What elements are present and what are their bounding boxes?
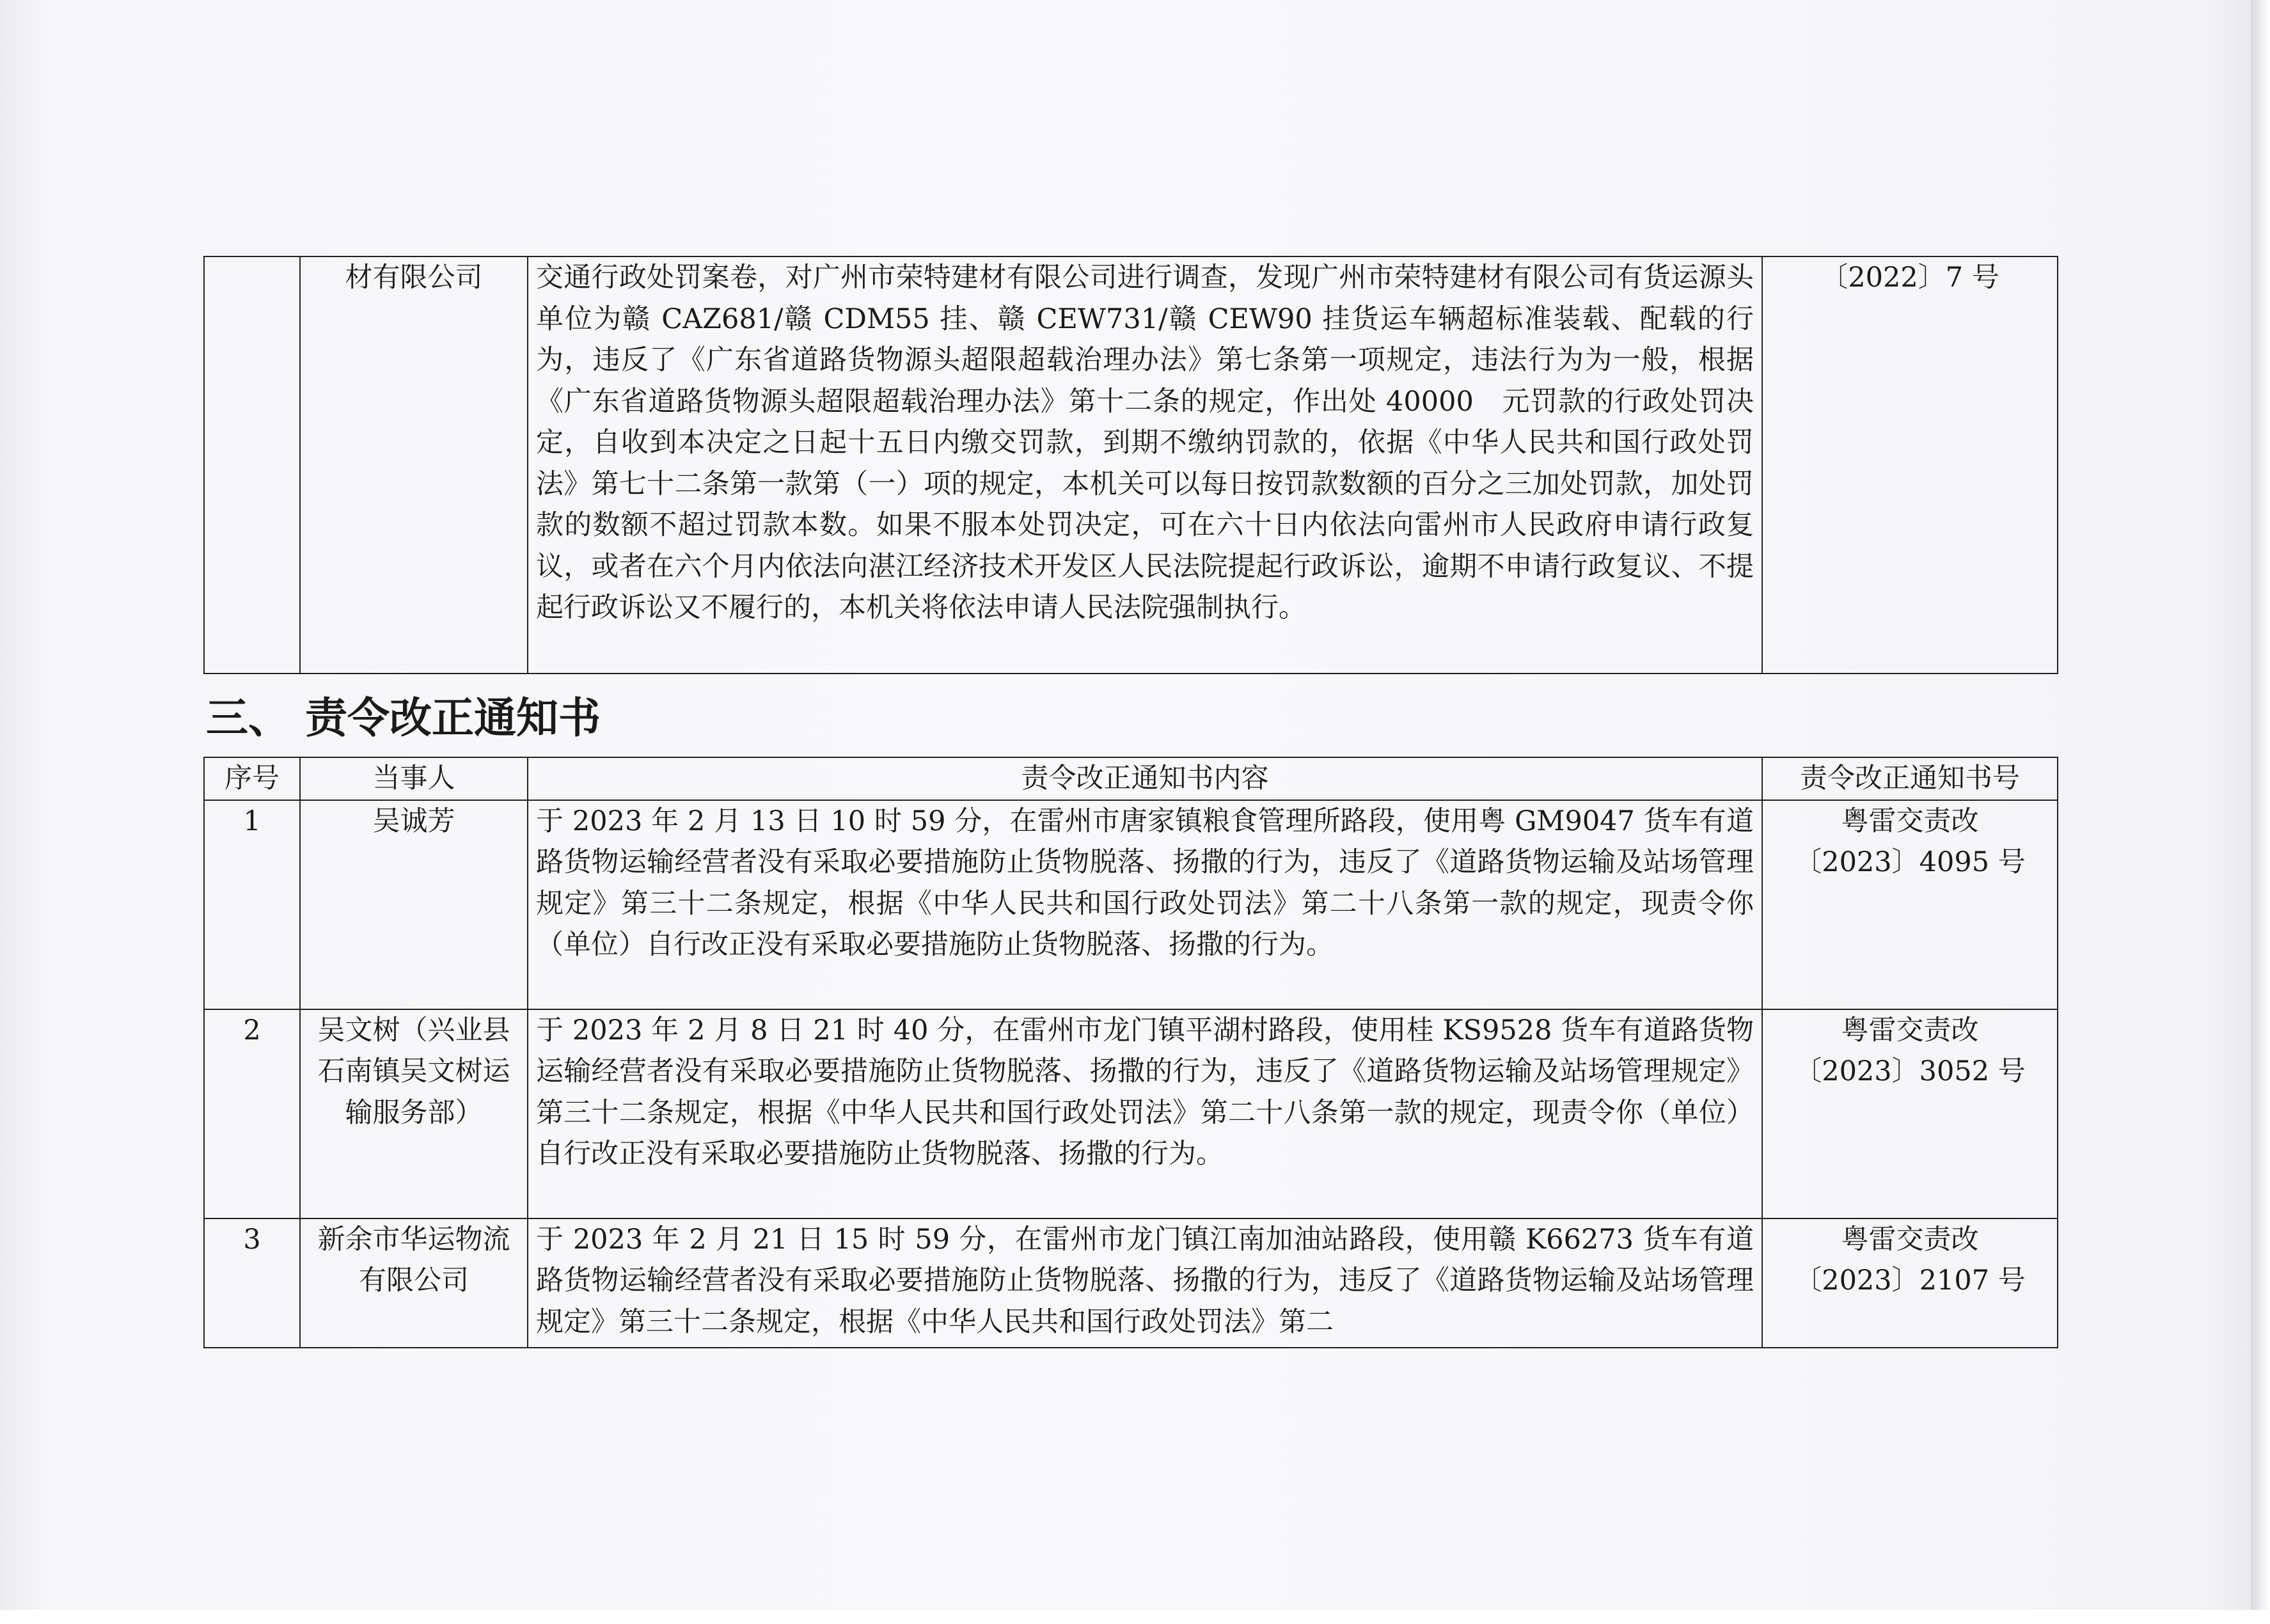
previous-penalty-table — [203, 256, 2058, 674]
content-cell: 于 2023 年 2 月 8 日 21 时 40 分，在雷州市龙门镇平湖村路段，使用桂 KS9528 货车有道路货物运输经营者没有采取必要措施防止货物脱落、扬撒的行为，违反了《道路货物运输及站场管理规定》第三十二条规定，根据《中华人民共和国行政处罚法》第二十八条第一款的规定，现责令你（单位）自行改正没有采取必要措施防止货物脱落、扬撒的行为。 — [528, 1009, 1762, 1218]
page-edge-bottom — [0, 1610, 2270, 1624]
reference-cell: 〔2022〕7 号 — [1762, 256, 2058, 674]
page-edge-right — [2251, 0, 2270, 1624]
reference-cell — [1762, 800, 2058, 1009]
content-cell: 于 2023 年 2 月 13 日 10 时 59 分，在雷州市唐家镇粮食管理所路段，使用粤 GM9047 货车有道路货物运输经营者没有采取必要措施防止货物脱落、扬撒的行为，违反了《道路货物运输及站场管理规定》第三十二条规定，根据《中华人民共和国行政处罚法》第二十八条第一款的规定，现责令你（单位）自行改正没有采取必要措施防止货物脱落、扬撒的行为。 — [528, 800, 1762, 1009]
party-cell: 吴文树（兴业县石南镇吴文树运输服务部） — [300, 1009, 528, 1218]
party-cell: 吴诚芳 — [300, 800, 528, 1009]
reference-line-1: 粤雷交责改 — [1841, 1223, 1979, 1256]
serial-cell: 1 — [204, 800, 300, 1009]
header-reference: 责令改正通知书号 — [1762, 757, 2058, 800]
serial-cell: 3 — [204, 1218, 300, 1348]
party-cell: 材有限公司 — [300, 256, 528, 674]
content-cell: 交通行政处罚案卷，对广州市荣特建材有限公司进行调查，发现广州市荣特建材有限公司有货运源头单位为赣 CAZ681/赣 CDM55 挂、赣 CEW731/赣 CEW90 挂货运车辆超标准装载、配载的行为，违反了《广东省道路货物源头超限超载治理办法》第七条第一项规定，违法行为为一般，根据《广东省道路货物源头超限超载治理办法》第十二条的规定，作出处 40000 元罚款的行政处罚决定，自收到本决定之日起十五日内缴交罚款，到期不缴纳罚款的，依据《中华人民共和国行政处罚法》第七十二条第一款第（一）项的规定，本机关可以每日按罚款数额的百分之三加处罚款，加处罚款的数额不超过罚款本数。如果不服本处罚决定，可在六十日内依法向雷州市人民政府申请行政复议，或者在六个月内依法向湛江经济技术开发区人民法院提起行政诉讼，逾期不申请行政复议、不提起行政诉讼又不履行的，本机关将依法申请人民法院强制执行。 — [528, 256, 1762, 674]
table-row — [204, 1009, 2058, 1218]
header-party: 当事人 — [300, 757, 528, 800]
content-cell: 于 2023 年 2 月 21 日 15 时 59 分，在雷州市龙门镇江南加油站路段，使用赣 K66273 货车有道路货物运输经营者没有采取必要措施防止货物脱落、扬撒的行为，违反了《道路货物运输及站场管理规定》第三十二条规定，根据《中华人民共和国行政处罚法》第二 — [528, 1218, 1762, 1348]
party-cell: 新余市华运物流有限公司 — [300, 1218, 528, 1348]
table-row — [204, 800, 2058, 1009]
reference-line-1: 粤雷交责改 — [1841, 1014, 1979, 1046]
reference-line-2: 〔2023〕3052 号 — [1794, 1055, 2026, 1087]
header-content: 责令改正通知书内容 — [528, 757, 1762, 800]
header-serial: 序号 — [204, 757, 300, 800]
table-row — [204, 1218, 2058, 1348]
reference-line-2: 〔2023〕2107 号 — [1794, 1265, 2026, 1297]
serial-cell — [204, 256, 300, 674]
reference-line-2: 〔2023〕4095 号 — [1794, 846, 2026, 878]
reference-cell — [1762, 1218, 2058, 1348]
serial-cell: 2 — [204, 1009, 300, 1218]
section-title: 三、 责令改正通知书 — [206, 693, 601, 743]
rectification-notice-table — [203, 757, 2058, 1348]
reference-cell — [1762, 1009, 2058, 1218]
table-header-row — [204, 757, 2058, 800]
table-row — [204, 256, 2058, 674]
reference-line-1: 粤雷交责改 — [1841, 805, 1979, 837]
